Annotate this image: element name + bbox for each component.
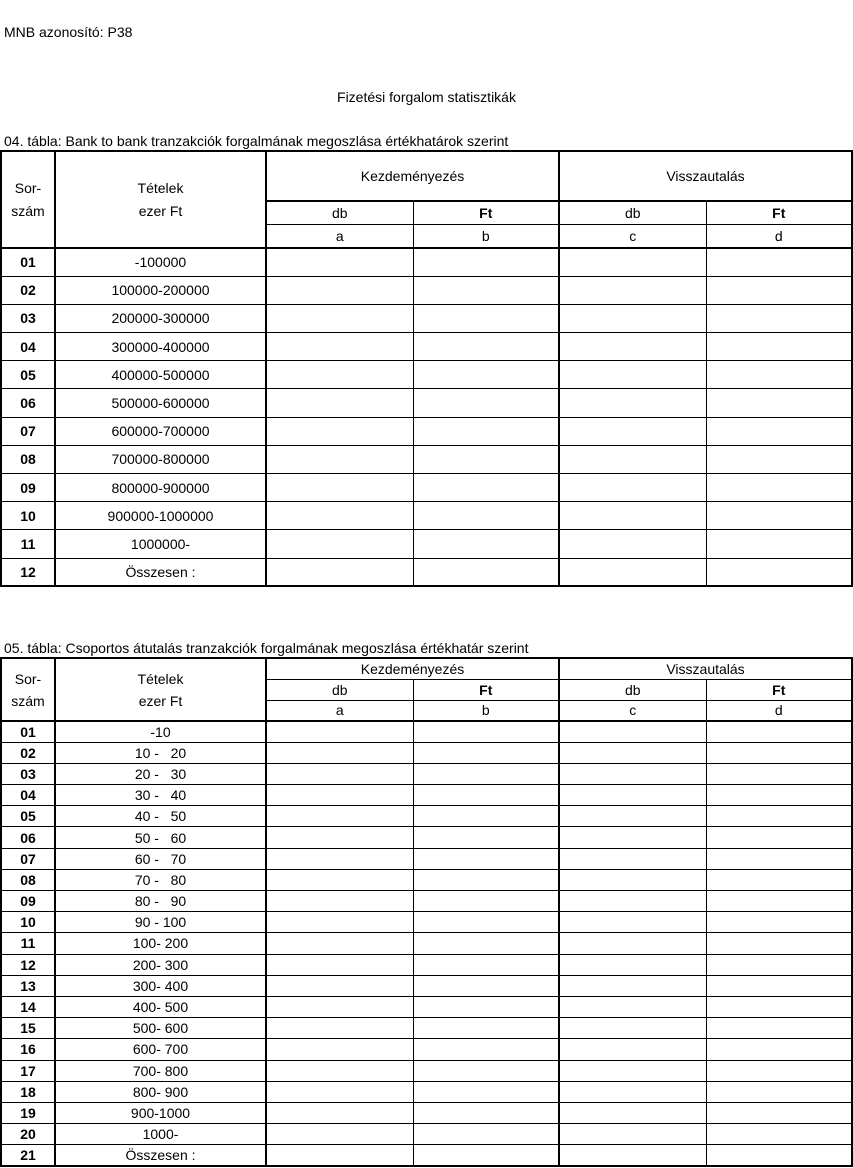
- row-number: 07: [1, 848, 55, 869]
- value-cell[interactable]: [266, 996, 413, 1017]
- table-row: [1, 827, 852, 848]
- value-cell[interactable]: [559, 763, 706, 784]
- row-number: 21: [1, 1145, 55, 1166]
- value-cell[interactable]: [706, 721, 852, 742]
- column-letter: a: [266, 700, 413, 721]
- value-cell[interactable]: [559, 721, 706, 742]
- value-cell[interactable]: [559, 806, 706, 827]
- value-cell[interactable]: [706, 869, 852, 890]
- value-cell[interactable]: [706, 975, 852, 996]
- value-cell[interactable]: [266, 827, 413, 848]
- value-cell[interactable]: [559, 785, 706, 806]
- table4: [0, 150, 853, 587]
- table-row: [1, 721, 852, 742]
- row-range: 900000-1000000: [55, 502, 266, 530]
- row-number: 01: [1, 721, 55, 742]
- row-number: 08: [1, 445, 55, 473]
- value-cell[interactable]: [266, 869, 413, 890]
- row-number: 03: [1, 763, 55, 784]
- value-cell[interactable]: [706, 361, 852, 389]
- value-cell[interactable]: [266, 1124, 413, 1145]
- value-cell[interactable]: [413, 474, 559, 502]
- table-row: [1, 996, 852, 1017]
- group-header-visszautalas: Visszautalás: [559, 658, 852, 679]
- value-cell[interactable]: [559, 1081, 706, 1102]
- table-row: [1, 558, 852, 586]
- table-row: [1, 1102, 852, 1123]
- row-number: 20: [1, 1124, 55, 1145]
- value-cell[interactable]: [413, 276, 559, 304]
- table-row: [1, 763, 852, 784]
- value-cell[interactable]: [559, 1124, 706, 1145]
- row-range: 40 - 50: [55, 806, 266, 827]
- row-range: 300- 400: [55, 975, 266, 996]
- value-cell[interactable]: [266, 474, 413, 502]
- value-cell[interactable]: [559, 1102, 706, 1123]
- value-cell[interactable]: [559, 1145, 706, 1166]
- value-cell[interactable]: [413, 417, 559, 445]
- value-cell[interactable]: [706, 1102, 852, 1123]
- value-cell[interactable]: [266, 361, 413, 389]
- row-number: 07: [1, 417, 55, 445]
- value-cell[interactable]: [413, 996, 559, 1017]
- table-row: [1, 1060, 852, 1081]
- value-cell[interactable]: [559, 304, 706, 332]
- table-row: [1, 1018, 852, 1039]
- value-cell[interactable]: [266, 1081, 413, 1102]
- row-number: 11: [1, 933, 55, 954]
- value-cell[interactable]: [266, 1145, 413, 1166]
- value-cell[interactable]: [706, 912, 852, 933]
- value-cell[interactable]: [559, 742, 706, 763]
- row-range: 900-1000: [55, 1102, 266, 1123]
- value-cell[interactable]: [413, 848, 559, 869]
- value-cell[interactable]: [413, 361, 559, 389]
- value-cell[interactable]: [266, 806, 413, 827]
- value-cell[interactable]: [413, 502, 559, 530]
- column-letter: d: [706, 224, 852, 248]
- value-cell[interactable]: [559, 1018, 706, 1039]
- row-range: -100000: [55, 248, 266, 276]
- value-cell[interactable]: [266, 848, 413, 869]
- value-cell[interactable]: [706, 248, 852, 276]
- value-cell[interactable]: [706, 1124, 852, 1145]
- value-cell[interactable]: [266, 975, 413, 996]
- row-range: 400000-500000: [55, 361, 266, 389]
- row-range: 100- 200: [55, 933, 266, 954]
- value-cell[interactable]: [706, 891, 852, 912]
- row-range: -10: [55, 721, 266, 742]
- value-cell[interactable]: [413, 933, 559, 954]
- value-cell[interactable]: [706, 954, 852, 975]
- table-row: [1, 333, 852, 361]
- row-range: 1000000-: [55, 530, 266, 558]
- table-row: [1, 806, 852, 827]
- value-cell[interactable]: [413, 558, 559, 586]
- value-cell[interactable]: [706, 742, 852, 763]
- row-range: 600- 700: [55, 1039, 266, 1060]
- value-cell[interactable]: [266, 445, 413, 473]
- table-row: [1, 445, 852, 473]
- sub-header-db: db: [266, 679, 413, 700]
- row-range: 800000-900000: [55, 474, 266, 502]
- value-cell[interactable]: [559, 445, 706, 473]
- col-header-sorszam: Sor- szám: [1, 151, 55, 248]
- table4-caption: 04. tábla: Bank to bank tranzakciók forgalmának megoszlása értékhatárok szerint: [4, 133, 509, 149]
- row-number: 14: [1, 996, 55, 1017]
- value-cell[interactable]: [413, 1039, 559, 1060]
- table-row: [1, 502, 852, 530]
- sub-header-db: db: [559, 201, 706, 224]
- table-row: [1, 933, 852, 954]
- row-number: 01: [1, 248, 55, 276]
- table-row: [1, 361, 852, 389]
- value-cell[interactable]: [706, 806, 852, 827]
- value-cell[interactable]: [559, 912, 706, 933]
- value-cell[interactable]: [413, 333, 559, 361]
- value-cell[interactable]: [559, 975, 706, 996]
- row-range: 1000-: [55, 1124, 266, 1145]
- sub-header-ft: Ft: [706, 201, 852, 224]
- row-range: 70 - 80: [55, 869, 266, 890]
- value-cell[interactable]: [266, 1018, 413, 1039]
- row-range: 30 - 40: [55, 785, 266, 806]
- value-cell[interactable]: [706, 1060, 852, 1081]
- row-number: 08: [1, 869, 55, 890]
- value-cell[interactable]: [559, 848, 706, 869]
- table-row: [1, 954, 852, 975]
- value-cell[interactable]: [559, 869, 706, 890]
- row-number: 04: [1, 785, 55, 806]
- value-cell[interactable]: [706, 1081, 852, 1102]
- value-cell[interactable]: [706, 276, 852, 304]
- row-number: 10: [1, 502, 55, 530]
- table-row: [1, 1081, 852, 1102]
- value-cell[interactable]: [413, 742, 559, 763]
- row-number: 03: [1, 304, 55, 332]
- col-header-tetelek: Tételek ezer Ft: [55, 151, 266, 248]
- row-range: 700000-800000: [55, 445, 266, 473]
- row-number: 13: [1, 975, 55, 996]
- value-cell[interactable]: [413, 445, 559, 473]
- row-number: 19: [1, 1102, 55, 1123]
- row-number: 02: [1, 276, 55, 304]
- page-title: Fizetési forgalom statisztikák: [337, 89, 516, 105]
- value-cell[interactable]: [413, 304, 559, 332]
- value-cell[interactable]: [266, 721, 413, 742]
- row-range: 500000-600000: [55, 389, 266, 417]
- row-number: 12: [1, 558, 55, 586]
- col-header-tetelek: Tételek ezer Ft: [55, 658, 266, 721]
- table-row: [1, 869, 852, 890]
- value-cell[interactable]: [413, 389, 559, 417]
- column-letter: d: [706, 700, 852, 721]
- value-cell[interactable]: [559, 954, 706, 975]
- column-letter: b: [413, 700, 559, 721]
- value-cell[interactable]: [559, 389, 706, 417]
- value-cell[interactable]: [706, 530, 852, 558]
- row-number: 09: [1, 891, 55, 912]
- value-cell[interactable]: [413, 806, 559, 827]
- value-cell[interactable]: [266, 417, 413, 445]
- table-row: [1, 389, 852, 417]
- row-number: 10: [1, 912, 55, 933]
- column-letter: c: [559, 224, 706, 248]
- group-header-visszautalas: Visszautalás: [559, 151, 852, 201]
- row-number: 16: [1, 1039, 55, 1060]
- row-number: 17: [1, 1060, 55, 1081]
- value-cell[interactable]: [706, 1018, 852, 1039]
- value-cell[interactable]: [706, 558, 852, 586]
- value-cell[interactable]: [559, 530, 706, 558]
- value-cell[interactable]: [706, 933, 852, 954]
- table-row: [1, 891, 852, 912]
- value-cell[interactable]: [413, 1081, 559, 1102]
- row-range: Összesen :: [55, 558, 266, 586]
- group-header-kezdemenyezes: Kezdeményezés: [266, 658, 559, 679]
- row-range: 300000-400000: [55, 333, 266, 361]
- row-number: 06: [1, 827, 55, 848]
- mnb-id: MNB azonosító: P38: [4, 24, 133, 40]
- value-cell[interactable]: [413, 1145, 559, 1166]
- row-number: 06: [1, 389, 55, 417]
- value-cell[interactable]: [266, 912, 413, 933]
- value-cell[interactable]: [266, 1060, 413, 1081]
- sub-header-db: db: [266, 201, 413, 224]
- table-row: [1, 417, 852, 445]
- value-cell[interactable]: [559, 1039, 706, 1060]
- value-cell[interactable]: [559, 361, 706, 389]
- row-number: 09: [1, 474, 55, 502]
- value-cell[interactable]: [706, 848, 852, 869]
- value-cell[interactable]: [266, 891, 413, 912]
- value-cell[interactable]: [559, 891, 706, 912]
- table-row: [1, 1039, 852, 1060]
- table-row: [1, 276, 852, 304]
- value-cell[interactable]: [706, 333, 852, 361]
- row-range: 100000-200000: [55, 276, 266, 304]
- value-cell[interactable]: [413, 763, 559, 784]
- table-row: [1, 530, 852, 558]
- value-cell[interactable]: [266, 389, 413, 417]
- value-cell[interactable]: [706, 1145, 852, 1166]
- table-row: [1, 1145, 852, 1166]
- value-cell[interactable]: [266, 763, 413, 784]
- row-range: 700- 800: [55, 1060, 266, 1081]
- value-cell[interactable]: [706, 827, 852, 848]
- sub-header-ft: Ft: [413, 201, 559, 224]
- value-cell[interactable]: [266, 304, 413, 332]
- value-cell[interactable]: [706, 996, 852, 1017]
- table-row: [1, 785, 852, 806]
- value-cell[interactable]: [413, 912, 559, 933]
- value-cell[interactable]: [559, 558, 706, 586]
- value-cell[interactable]: [413, 1124, 559, 1145]
- row-number: 18: [1, 1081, 55, 1102]
- group-header-kezdemenyezes: Kezdeményezés: [266, 151, 559, 201]
- value-cell[interactable]: [706, 304, 852, 332]
- table-row: [1, 742, 852, 763]
- value-cell[interactable]: [413, 785, 559, 806]
- table-row: [1, 912, 852, 933]
- value-cell[interactable]: [413, 1018, 559, 1039]
- table-row: [1, 1124, 852, 1145]
- sub-header-ft: Ft: [413, 679, 559, 700]
- value-cell[interactable]: [706, 502, 852, 530]
- row-number: 11: [1, 530, 55, 558]
- value-cell[interactable]: [266, 248, 413, 276]
- value-cell[interactable]: [413, 721, 559, 742]
- table5: [0, 657, 853, 1167]
- row-range: 10 - 20: [55, 742, 266, 763]
- value-cell[interactable]: [413, 827, 559, 848]
- value-cell[interactable]: [706, 763, 852, 784]
- row-range: 80 - 90: [55, 891, 266, 912]
- table-row: [1, 975, 852, 996]
- value-cell[interactable]: [413, 975, 559, 996]
- row-range: 500- 600: [55, 1018, 266, 1039]
- value-cell[interactable]: [266, 933, 413, 954]
- value-cell[interactable]: [266, 333, 413, 361]
- value-cell[interactable]: [559, 933, 706, 954]
- value-cell[interactable]: [266, 502, 413, 530]
- value-cell[interactable]: [559, 333, 706, 361]
- row-range: 90 - 100: [55, 912, 266, 933]
- row-range: 60 - 70: [55, 848, 266, 869]
- column-letter: b: [413, 224, 559, 248]
- value-cell[interactable]: [413, 1102, 559, 1123]
- value-cell[interactable]: [559, 417, 706, 445]
- sub-header-db: db: [559, 679, 706, 700]
- value-cell[interactable]: [413, 954, 559, 975]
- value-cell[interactable]: [413, 248, 559, 276]
- value-cell[interactable]: [413, 530, 559, 558]
- value-cell[interactable]: [413, 1060, 559, 1081]
- value-cell[interactable]: [266, 785, 413, 806]
- row-number: 05: [1, 361, 55, 389]
- row-number: 05: [1, 806, 55, 827]
- value-cell[interactable]: [413, 891, 559, 912]
- value-cell[interactable]: [706, 417, 852, 445]
- row-range: Összesen :: [55, 1145, 266, 1166]
- row-number: 02: [1, 742, 55, 763]
- value-cell[interactable]: [706, 445, 852, 473]
- table-row: [1, 474, 852, 502]
- value-cell[interactable]: [266, 742, 413, 763]
- value-cell[interactable]: [706, 389, 852, 417]
- value-cell[interactable]: [559, 248, 706, 276]
- value-cell[interactable]: [266, 1102, 413, 1123]
- row-range: 600000-700000: [55, 417, 266, 445]
- value-cell[interactable]: [706, 474, 852, 502]
- row-range: 20 - 30: [55, 763, 266, 784]
- table5-caption: 05. tábla: Csoportos átutalás tranzakciók forgalmának megoszlása értékhatár szerint: [4, 640, 529, 656]
- table-row: [1, 248, 852, 276]
- value-cell[interactable]: [266, 276, 413, 304]
- value-cell[interactable]: [559, 276, 706, 304]
- value-cell[interactable]: [559, 502, 706, 530]
- value-cell[interactable]: [266, 954, 413, 975]
- value-cell[interactable]: [559, 827, 706, 848]
- col-header-sorszam: Sor- szám: [1, 658, 55, 721]
- table-row: [1, 304, 852, 332]
- row-number: 15: [1, 1018, 55, 1039]
- value-cell[interactable]: [706, 1039, 852, 1060]
- value-cell[interactable]: [559, 474, 706, 502]
- row-range: 800- 900: [55, 1081, 266, 1102]
- value-cell[interactable]: [559, 1060, 706, 1081]
- row-range: 400- 500: [55, 996, 266, 1017]
- value-cell[interactable]: [559, 996, 706, 1017]
- value-cell[interactable]: [413, 869, 559, 890]
- row-range: 50 - 60: [55, 827, 266, 848]
- column-letter: a: [266, 224, 413, 248]
- value-cell[interactable]: [266, 1039, 413, 1060]
- value-cell[interactable]: [266, 530, 413, 558]
- row-number: 12: [1, 954, 55, 975]
- table-row: [1, 848, 852, 869]
- column-letter: c: [559, 700, 706, 721]
- value-cell[interactable]: [266, 558, 413, 586]
- row-range: 200000-300000: [55, 304, 266, 332]
- row-range: 200- 300: [55, 954, 266, 975]
- row-number: 04: [1, 333, 55, 361]
- sub-header-ft: Ft: [706, 679, 852, 700]
- value-cell[interactable]: [706, 785, 852, 806]
